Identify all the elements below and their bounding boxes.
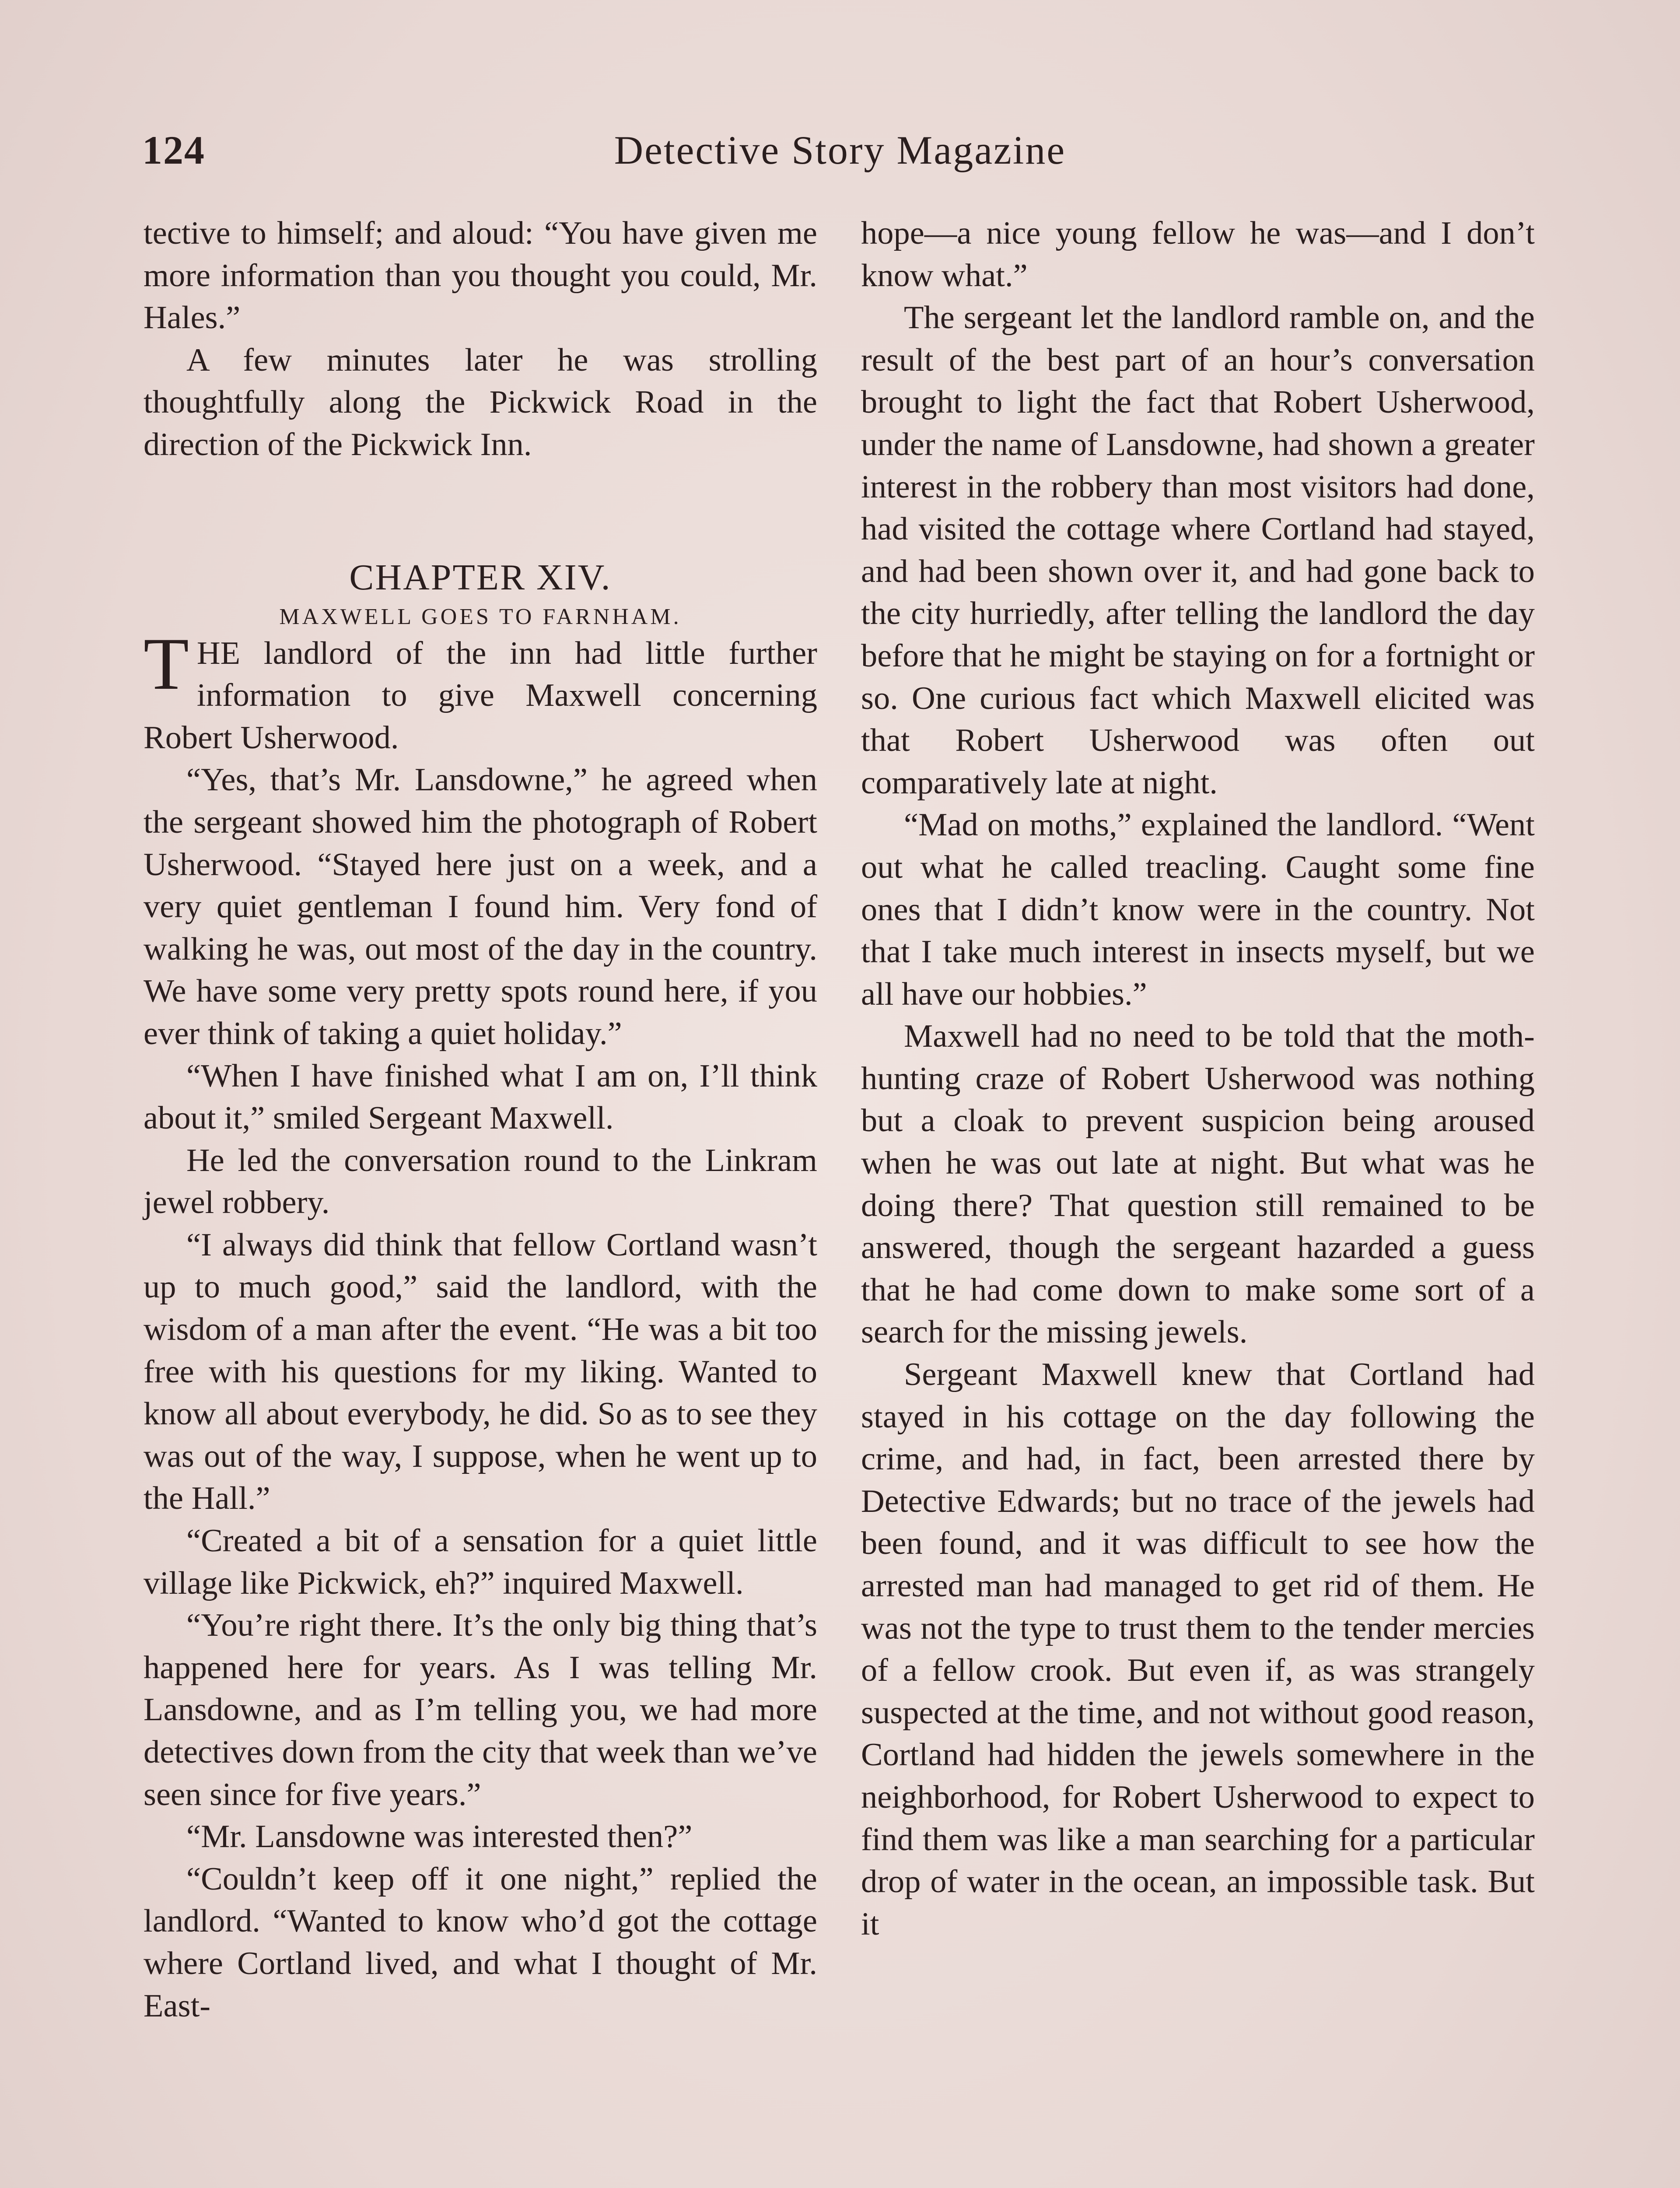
left-column bbox=[144, 212, 817, 2027]
paragraph: tective to himself; and aloud: “You have given me more information than you thought you could, Mr. Hales.” bbox=[144, 215, 817, 336]
running-title: Detective Story Magazine bbox=[614, 128, 1066, 172]
paragraph: “When I have finished what I am on, I’ll think about it,” smiled Sergeant Maxwell. bbox=[144, 1058, 817, 1136]
paragraph: hope—a nice young fellow he was—and I don’t know what.” bbox=[861, 215, 1535, 294]
drop-cap: T bbox=[144, 622, 189, 705]
page-number: 124 bbox=[142, 128, 205, 172]
right-column bbox=[861, 212, 1535, 1945]
paragraph: “Created a bit of a sensation for a quiet little village like Pickwick, eh?” inquired Maxwell. bbox=[144, 1523, 817, 1601]
paragraph: He led the conversation round to the Linkram jewel robbery. bbox=[144, 1142, 817, 1221]
paragraph: A few minutes later he was strolling thoughtfully along the Pickwick Road in the direction of the Pickwick Inn. bbox=[144, 342, 817, 463]
chapter-opening-paragraph bbox=[144, 622, 817, 759]
paragraph-text: HE landlord of the inn had little further information to give Maxwell concerning Robert Usherwood. bbox=[144, 635, 817, 756]
paragraph: The sergeant let the landlord ramble on, and the result of the best part of an hour’s conversation brought to light the fact that Robert Usherwood, under the name of Lansdowne, had shown a greater interest in the robbery than most visitors had done, had visited the cottage where Cortland had stayed, and had been shown over it, and had gone back to the city hurriedly, after telling the landlord the day before that he might be staying on for a fortnight or so. One curious fact which Maxwell elicited was that Robert Usherwood was often out comparatively late at night. bbox=[861, 300, 1535, 801]
paragraph: “I always did think that fellow Cortland wasn’t up to much good,” said the landlord, with the wisdom of a man after the event. “He was a bit too free with his questions for my liking. Wanted to know all about everybody, he did. So as to see they was out of the way, I suppose, when he went up to the Hall.” bbox=[144, 1227, 817, 1517]
spacer bbox=[144, 466, 817, 554]
page-header bbox=[142, 127, 1538, 188]
paragraph: Sergeant Maxwell knew that Cortland had stayed in his cottage on the day following the crime, and had, in fact, been arrested there by Detective Edwards; but no trace of the jewels had been found, and it was difficult to see how the arrested man had managed to get rid of them. He was not the type to trust them to the tender mercies of a fellow crook. But even if, as was strangely suspected at the time, and not without good reason, Cortland had hidden the jewels somewhere in the neighborhood, for Robert Usherwood to expect to find them was like a man searching for a particular drop of water in the ocean, an impossible task. But it bbox=[861, 1357, 1535, 1942]
chapter-subtitle: MAXWELL GOES TO FARNHAM. bbox=[279, 604, 682, 629]
paragraph: “Yes, that’s Mr. Lansdowne,” he agreed when the sergeant showed him the photograph of Robert Usherwood. “Stayed here just on a week, and a very quiet gentleman I found him. Very fond of walking he was, out most of the day in the country. We have some very pretty spots round here, if you ever think of taking a quiet holiday.” bbox=[144, 762, 817, 1052]
chapter-title: CHAPTER XIV. bbox=[349, 557, 612, 598]
paragraph: “You’re right there. It’s the only big thing that’s happened here for years. As I was telling Mr. Lansdowne, and as I’m telling you, we had more detectives down from the city that week than we’ve seen since for five years.” bbox=[144, 1607, 817, 1813]
paragraph: “Mr. Lansdowne was interested then?” bbox=[186, 1819, 693, 1855]
paragraph: “Couldn’t keep off it one night,” replied the landlord. “Wanted to know who’d got the cottage where Cortland lived, and what I thought of Mr. East- bbox=[144, 1861, 817, 2024]
paragraph: “Mad on moths,” explained the landlord. “Went out what he called treacling. Caught some fine ones that I didn’t know were in the country. Not that I take much interest in insects myself, but we all have our hobbies.” bbox=[861, 807, 1535, 1012]
paragraph: Maxwell had no need to be told that the moth-hunting craze of Robert Usherwood was nothing but a cloak to prevent suspicion being aroused when he was out late at night. But what was he doing there? That question still remained to be answered, though the sergeant hazarded a guess that he had come down to make some sort of a search for the missing jewels. bbox=[861, 1018, 1535, 1350]
